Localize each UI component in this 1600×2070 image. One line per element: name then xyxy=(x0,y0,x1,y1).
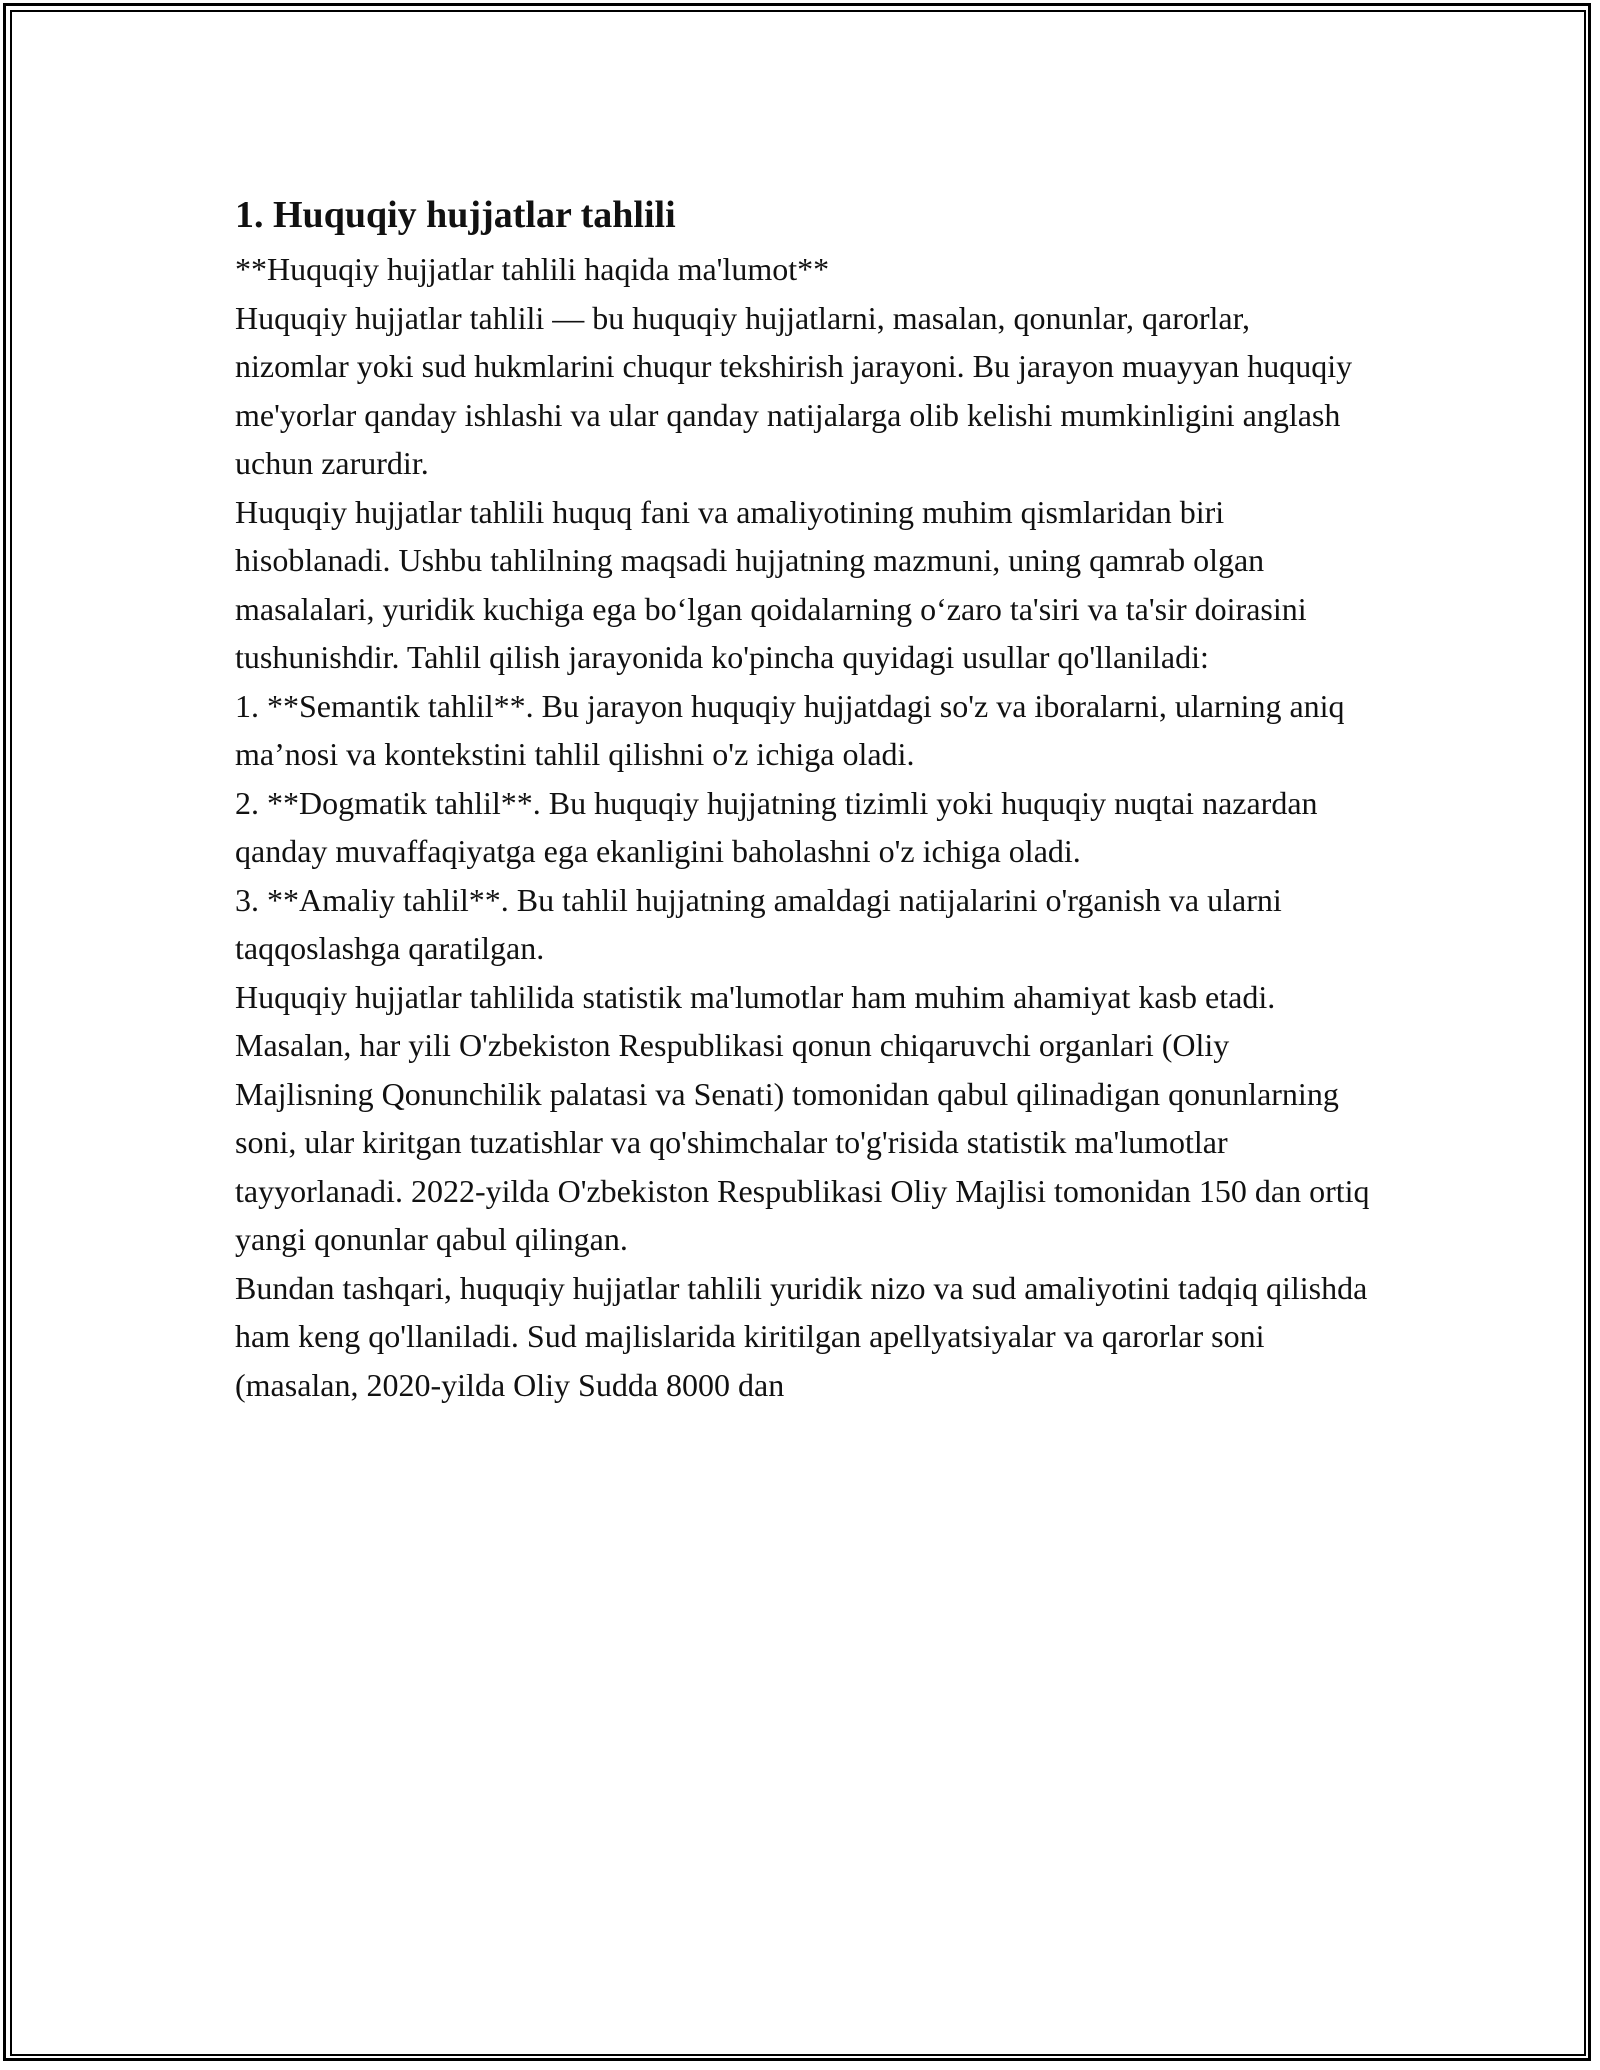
list-item-dogmatic: 2. **Dogmatik tahlil**. Bu huquqiy hujjatning tizimli yoki huquqiy nuqtai nazardan qanday muvaffaqiyatga ega ekanligini baholashni o'z ichiga oladi. xyxy=(235,784,1318,869)
list-item-practical: 3. **Amaliy tahlil**. Bu tahlil hujjatning amaldagi natijalarini o'rganish va ularni taqqoslashga qaratilgan. xyxy=(235,881,1282,966)
paragraph-statistics: Huquqiy hujjatlar tahlilida statistik ma'lumotlar ham muhim ahamiyat kasb etadi. Masalan, har yili O'zbekiston Respublikasi qonun chiqaruvchi organlari (Oliy Majlisning Qonunchilik palatasi va Senati) tomonidan qabul qilinadigan qonunlarning soni, ular kiritgan tuzatishlar va qo'shimchalar to'g'risida statistik ma'lumotlar tayyorlanadi. 2022-yilda O'zbekiston Respublikasi Oliy Majlisi tomonidan 150 dan ortiq yangi qonunlar qabul qilingan. xyxy=(235,978,1370,1257)
paragraph-court-practice: Bundan tashqari, huquqiy hujjatlar tahlili yuridik nizo va sud amaliyotini tadqiq qilishda ham keng qo'llaniladi. Sud majlislarida kiritilgan apellyatsiyalar va qarorlar soni (masalan, 2020-yilda Oliy Sudda 8000 dan xyxy=(235,1269,1368,1403)
paragraph-intro: Huquqiy hujjatlar tahlili — bu huquqiy hujjatlarni, masalan, qonunlar, qarorlar, nizomlar yoki sud hukmlarini chuqur tekshirish jarayoni. Bu jarayon muayyan huquqiy me'yorlar qanday ishlashi va ular qanday natijalarga olib kelishi mumkinligini anglash uchun zarurdir. xyxy=(235,299,1353,481)
paragraph-methods: Huquqiy hujjatlar tahlili huquq fani va amaliyotining muhim qismlaridan biri hisoblanadi. Ushbu tahlilning maqsadi hujjatning mazmuni, uning qamrab olgan masalalari, yuridik kuchiga ega boʻlgan qoidalarning oʻzaro ta'siri va ta'sir doirasini tushunishdir. Tahlil qilish jarayonida ko'pincha quyidagi usullar qo'llaniladi: xyxy=(235,493,1307,675)
section-subtitle: **Huquqiy hujjatlar tahlili haqida ma'lumot** xyxy=(235,251,830,287)
document-body xyxy=(235,185,1370,1409)
list-item-semantic: 1. **Semantik tahlil**. Bu jarayon huquqiy hujjatdagi so'z va iboralarni, ularning aniq ma’nosi va kontekstini tahlil qilishni o'z ichiga oladi. xyxy=(235,687,1345,772)
section-title: 1. Huquqiy hujjatlar tahlili xyxy=(235,194,676,236)
